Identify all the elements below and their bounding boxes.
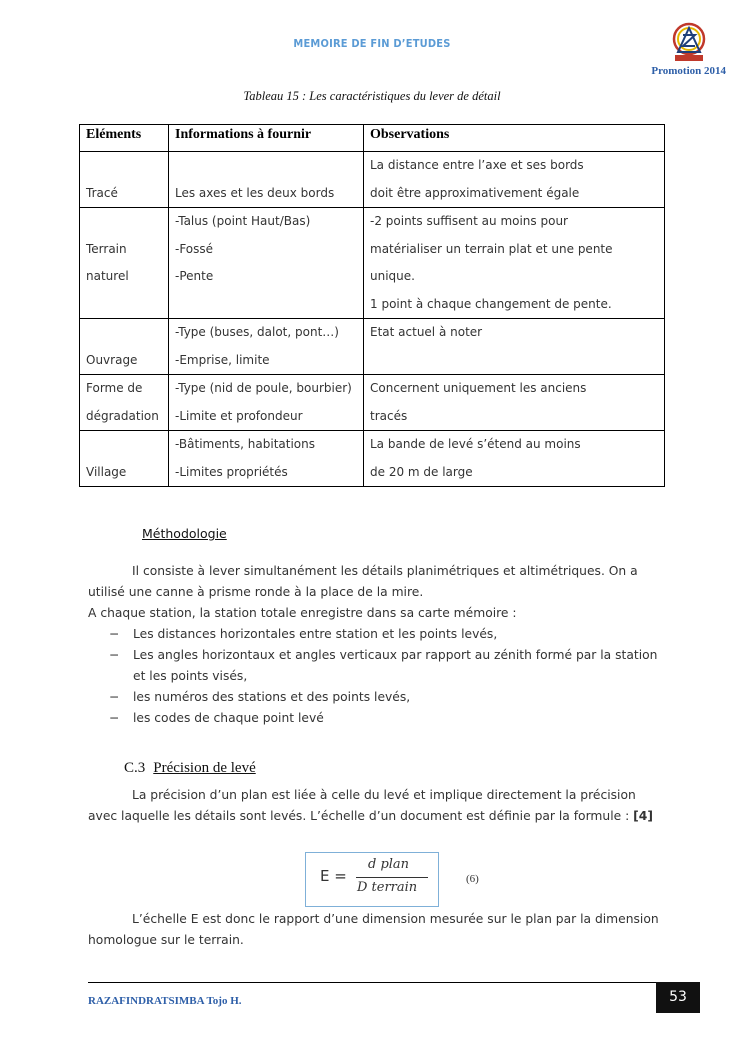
- cell-line: doit être approximativement égale: [370, 185, 580, 200]
- cell-line: Village: [86, 464, 127, 479]
- cell-informations: [169, 208, 364, 319]
- cell-line: -Talus (point Haut/Bas): [175, 214, 311, 228]
- table-row: [80, 319, 665, 375]
- methodologie-station-text: A chaque station, la station totale enregistre dans sa carte mémoire :: [88, 606, 517, 620]
- cell-element: [80, 375, 169, 431]
- cell-line: -Pente: [175, 269, 214, 283]
- table-row: [80, 208, 665, 319]
- promotion-label: Promotion 2014: [651, 65, 726, 77]
- cell-line: [86, 431, 162, 459]
- section-c3-heading: [124, 760, 256, 777]
- scale-formula: [305, 852, 439, 907]
- cell-line: [86, 319, 162, 347]
- section-title: Précision de levé: [153, 760, 256, 776]
- column-header-observations: Observations: [364, 125, 665, 152]
- formula-denominator: D terrain: [357, 880, 418, 895]
- dash-bullet-icon: −: [109, 627, 120, 641]
- list-item-text: Les angles horizontaux et angles verticaux par rapport au zénith formé par la station et les points visés,: [133, 648, 658, 683]
- cell-line: unique.: [370, 269, 415, 283]
- header-title: MEMOIRE DE FIN D’ETUDES: [293, 37, 451, 50]
- citation-reference: [4]: [633, 809, 653, 823]
- cell-line: tracés: [370, 408, 408, 423]
- methodologie-text: [88, 561, 660, 624]
- dash-bullet-icon: −: [109, 690, 120, 704]
- dash-bullet-icon: −: [109, 648, 120, 662]
- cell-line: La bande de levé s’étend au moins: [370, 437, 581, 451]
- column-header-informations: Informations à fournir: [169, 125, 364, 152]
- cell-observations: [364, 208, 665, 319]
- cell-element: [80, 208, 169, 319]
- cell-line: Ouvrage: [86, 352, 138, 367]
- fraction-bar: [356, 877, 428, 878]
- table-row: [80, 431, 665, 487]
- equation-number: (6): [466, 873, 479, 885]
- footer-author: RAZAFINDRATSIMBA Tojo H.: [88, 995, 242, 1007]
- cell-line: Etat actuel à noter: [370, 325, 483, 339]
- footer-divider: [88, 982, 656, 983]
- cell-element: [80, 319, 169, 375]
- cell-informations: [169, 375, 364, 431]
- list-item-text: Les distances horizontales entre station et les points levés,: [133, 627, 498, 641]
- cell-line: Tracé: [86, 185, 118, 200]
- table-caption: Tableau 15 : Les caractéristiques du lever de détail: [243, 89, 501, 103]
- methodologie-heading: Méthodologie: [142, 526, 227, 541]
- cell-element: [80, 431, 169, 487]
- section-c3-paragraph: [88, 785, 660, 827]
- paragraph-text: La précision d’un plan est liée à celle du levé et implique directement la précision avec laquelle les détails sont levés. L’échelle d’un document est définie par la formule :: [88, 788, 636, 823]
- list-item-text: les codes de chaque point levé: [133, 711, 324, 725]
- table-row: [80, 375, 665, 431]
- dash-bullet-icon: −: [109, 711, 120, 725]
- cell-line: de 20 m de large: [370, 464, 473, 479]
- scale-conclusion: L’échelle E est donc le rapport d’une dimension mesurée sur le plan par la dimension homologue sur le terrain.: [88, 912, 659, 947]
- cell-line: -Type (buses, dalot, pont…): [175, 325, 339, 339]
- cell-observations: [364, 375, 665, 431]
- cell-line: [86, 208, 162, 236]
- cell-line: naturel: [86, 269, 129, 283]
- cell-line: Concernent uniquement les anciens: [370, 381, 587, 395]
- cell-line: [175, 152, 357, 180]
- cell-line: -Emprise, limite: [175, 352, 270, 367]
- cell-line: -Bâtiments, habitations: [175, 437, 315, 451]
- cell-line: La distance entre l’axe et ses bords: [370, 158, 584, 172]
- column-header-elements: Eléments: [80, 125, 169, 152]
- cell-line: dégradation: [86, 408, 159, 423]
- cell-line: -2 points suffisent au moins pour: [370, 214, 568, 228]
- school-logo-icon: [669, 22, 709, 64]
- list-item-text: les numéros des stations et des points levés,: [133, 690, 411, 704]
- cell-line: -Limite et profondeur: [175, 408, 303, 423]
- methodologie-intro: Il consiste à lever simultanément les détails planimétriques et altimétriques. On a utilisé une canne à prisme ronde à la place de la mire.: [88, 564, 638, 599]
- cell-line: Les axes et les deux bords: [175, 185, 335, 200]
- cell-observations: [364, 319, 665, 375]
- formula-lhs: E =: [320, 867, 347, 885]
- table-header-row: [80, 125, 665, 152]
- formula-numerator: d plan: [368, 857, 410, 872]
- cell-informations: [169, 152, 364, 208]
- memory-items-list: [88, 624, 660, 729]
- list-item: [88, 624, 660, 645]
- detail-survey-table: [79, 124, 665, 487]
- page-number: 53: [656, 982, 700, 1013]
- cell-observations: [364, 152, 665, 208]
- cell-observations: [364, 431, 665, 487]
- cell-line: Forme de: [86, 381, 143, 395]
- cell-line: matérialiser un terrain plat et une pente: [370, 241, 613, 256]
- cell-informations: [169, 319, 364, 375]
- cell-line: 1 point à chaque changement de pente.: [370, 296, 612, 311]
- cell-element: [80, 152, 169, 208]
- cell-line: Terrain: [86, 241, 127, 256]
- cell-line: [86, 152, 162, 180]
- section-number: C.3: [124, 760, 146, 776]
- list-item: [88, 687, 660, 708]
- list-item: [88, 708, 660, 729]
- cell-informations: [169, 431, 364, 487]
- table-row: [80, 152, 665, 208]
- cell-line: -Type (nid de poule, bourbier): [175, 381, 352, 395]
- cell-line: -Limites propriétés: [175, 464, 288, 479]
- list-item: [88, 645, 660, 687]
- cell-line: -Fossé: [175, 241, 214, 256]
